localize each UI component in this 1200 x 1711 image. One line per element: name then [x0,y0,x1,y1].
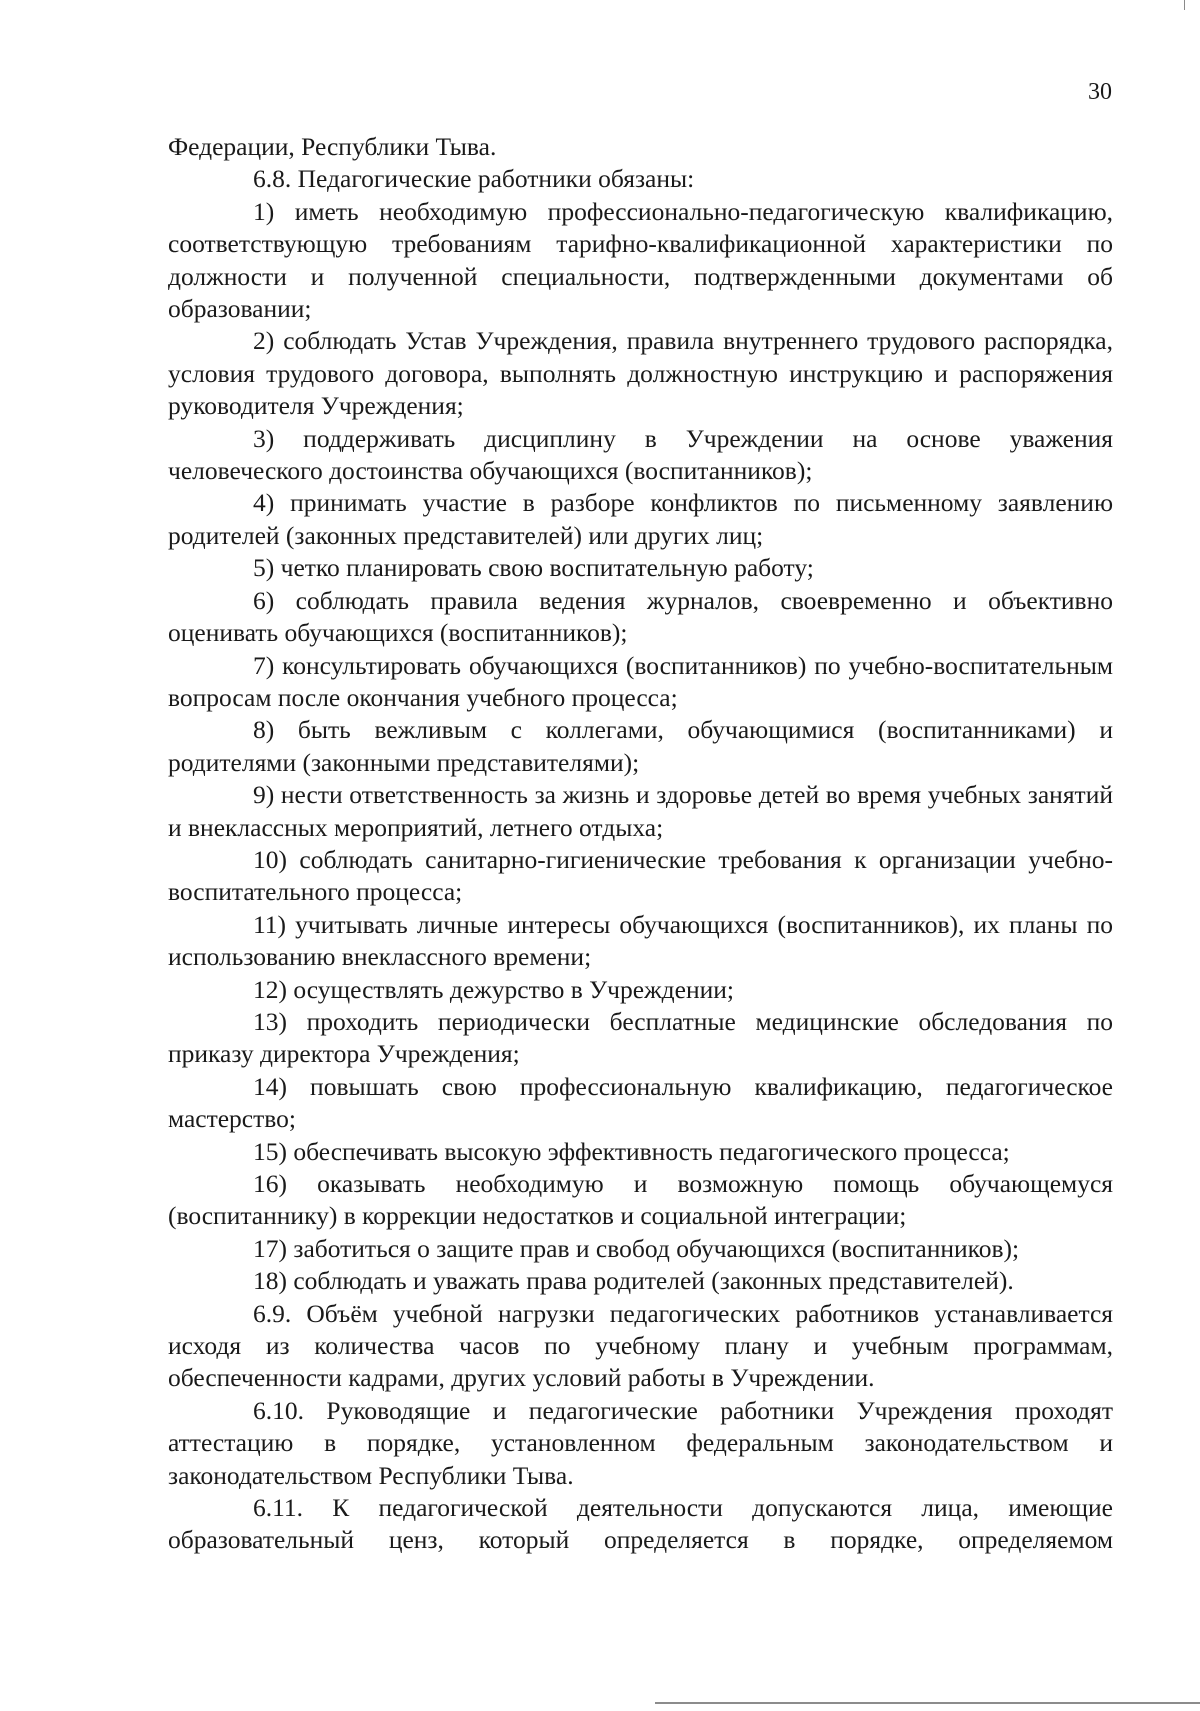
duty-item-5: 5) четко планировать свою воспитательную работу; [253,553,814,583]
duty-item-9: 9) нести ответственность за жизнь и здоровье детей во время учебных занятий и внеклассных мероприятий, летнего отдыха; [168,780,1113,842]
duty-item-4: 4) принимать участие в разборе конфликтов по письменному заявлению родителей (законных представителей) или других лиц; [168,488,1113,550]
document-body [168,131,1113,1557]
duty-item-3: 3) поддерживать дисциплину в Учреждении на основе уважения человеческого достоинства обучающихся (воспитанников); [168,423,1113,486]
duty-item-13: 13) проходить периодически бесплатные медицинские обследования по приказу директора Учреждения; [168,1006,1113,1069]
duty-item-1: 1) иметь необходимую профессионально-педагогическую квалификацию, соответствующую требованиям тарифно-квалификационной характеристики по должности и полученной специальности, подтвержденными документами об образовании; [168,196,1113,324]
duty-item-11: 11) учитывать личные интересы обучающихся (воспитанников), их планы по использованию внеклассного времени; [168,909,1113,972]
duty-item-6: 6) соблюдать правила ведения журналов, своевременно и объективно оценивать обучающихся (воспитанников); [168,585,1113,648]
clause-6-10: 6.10. Руководящие и педагогические работники Учреждения проходят аттестацию в порядке, установленном федеральным законодательством и законодательством Республики Тыва. [168,1395,1113,1490]
scan-edge-mark [1184,0,1185,10]
duty-item-18: 18) соблюдать и уважать права родителей (законных представителей). [253,1266,1014,1296]
paragraph-continuation: Федерации, Республики Тыва. [168,132,497,161]
page-number: 30 [1088,79,1112,105]
duty-item-14: 14) повышать свою профессиональную квалификацию, педагогическое мастерство; [168,1071,1113,1134]
duty-item-16: 16) оказывать необходимую и возможную помощь обучающемуся (воспитаннику) в коррекции недостатков и социальной интеграции; [168,1169,1113,1231]
duty-item-10: 10) соблюдать санитарно-гигиенические требования к организации учебно- воспитательного процесса; [168,844,1113,907]
duty-item-7: 7) консультировать обучающихся (воспитанников) по учебно-воспитательным вопросам после окончания учебного процесса; [168,650,1113,712]
clause-6-11: 6.11. К педагогической деятельности допускаются лица, имеющие образовательный ценз, который определяется в порядке, определяемом [168,1493,1113,1555]
duty-item-17: 17) заботиться о защите прав и свобод обучающихся (воспитанников); [253,1233,1020,1263]
duty-item-2: 2) соблюдать Устав Учреждения, правила внутреннего трудового распорядка, условия трудового договора, выполнять должностную инструкцию и распоряжения руководителя Учреждения; [168,326,1113,421]
clause-6-9: 6.9. Объём учебной нагрузки педагогических работников устанавливается исходя из количества часов по учебному плану и учебным программам, обеспеченности кадрами, других условий работы в Учреждении. [168,1298,1113,1393]
clause-6-8-heading: 6.8. Педагогические работники обязаны: [253,164,695,194]
duty-item-8: 8) быть вежливым с коллегами, обучающимися (воспитанниками) и родителями (законными представителями); [168,715,1113,777]
duty-item-15: 15) обеспечивать высокую эффективность педагогического процесса; [253,1136,1010,1166]
duty-item-12: 12) осуществлять дежурство в Учреждении; [253,974,735,1004]
scan-bottom-line [655,1702,1200,1704]
